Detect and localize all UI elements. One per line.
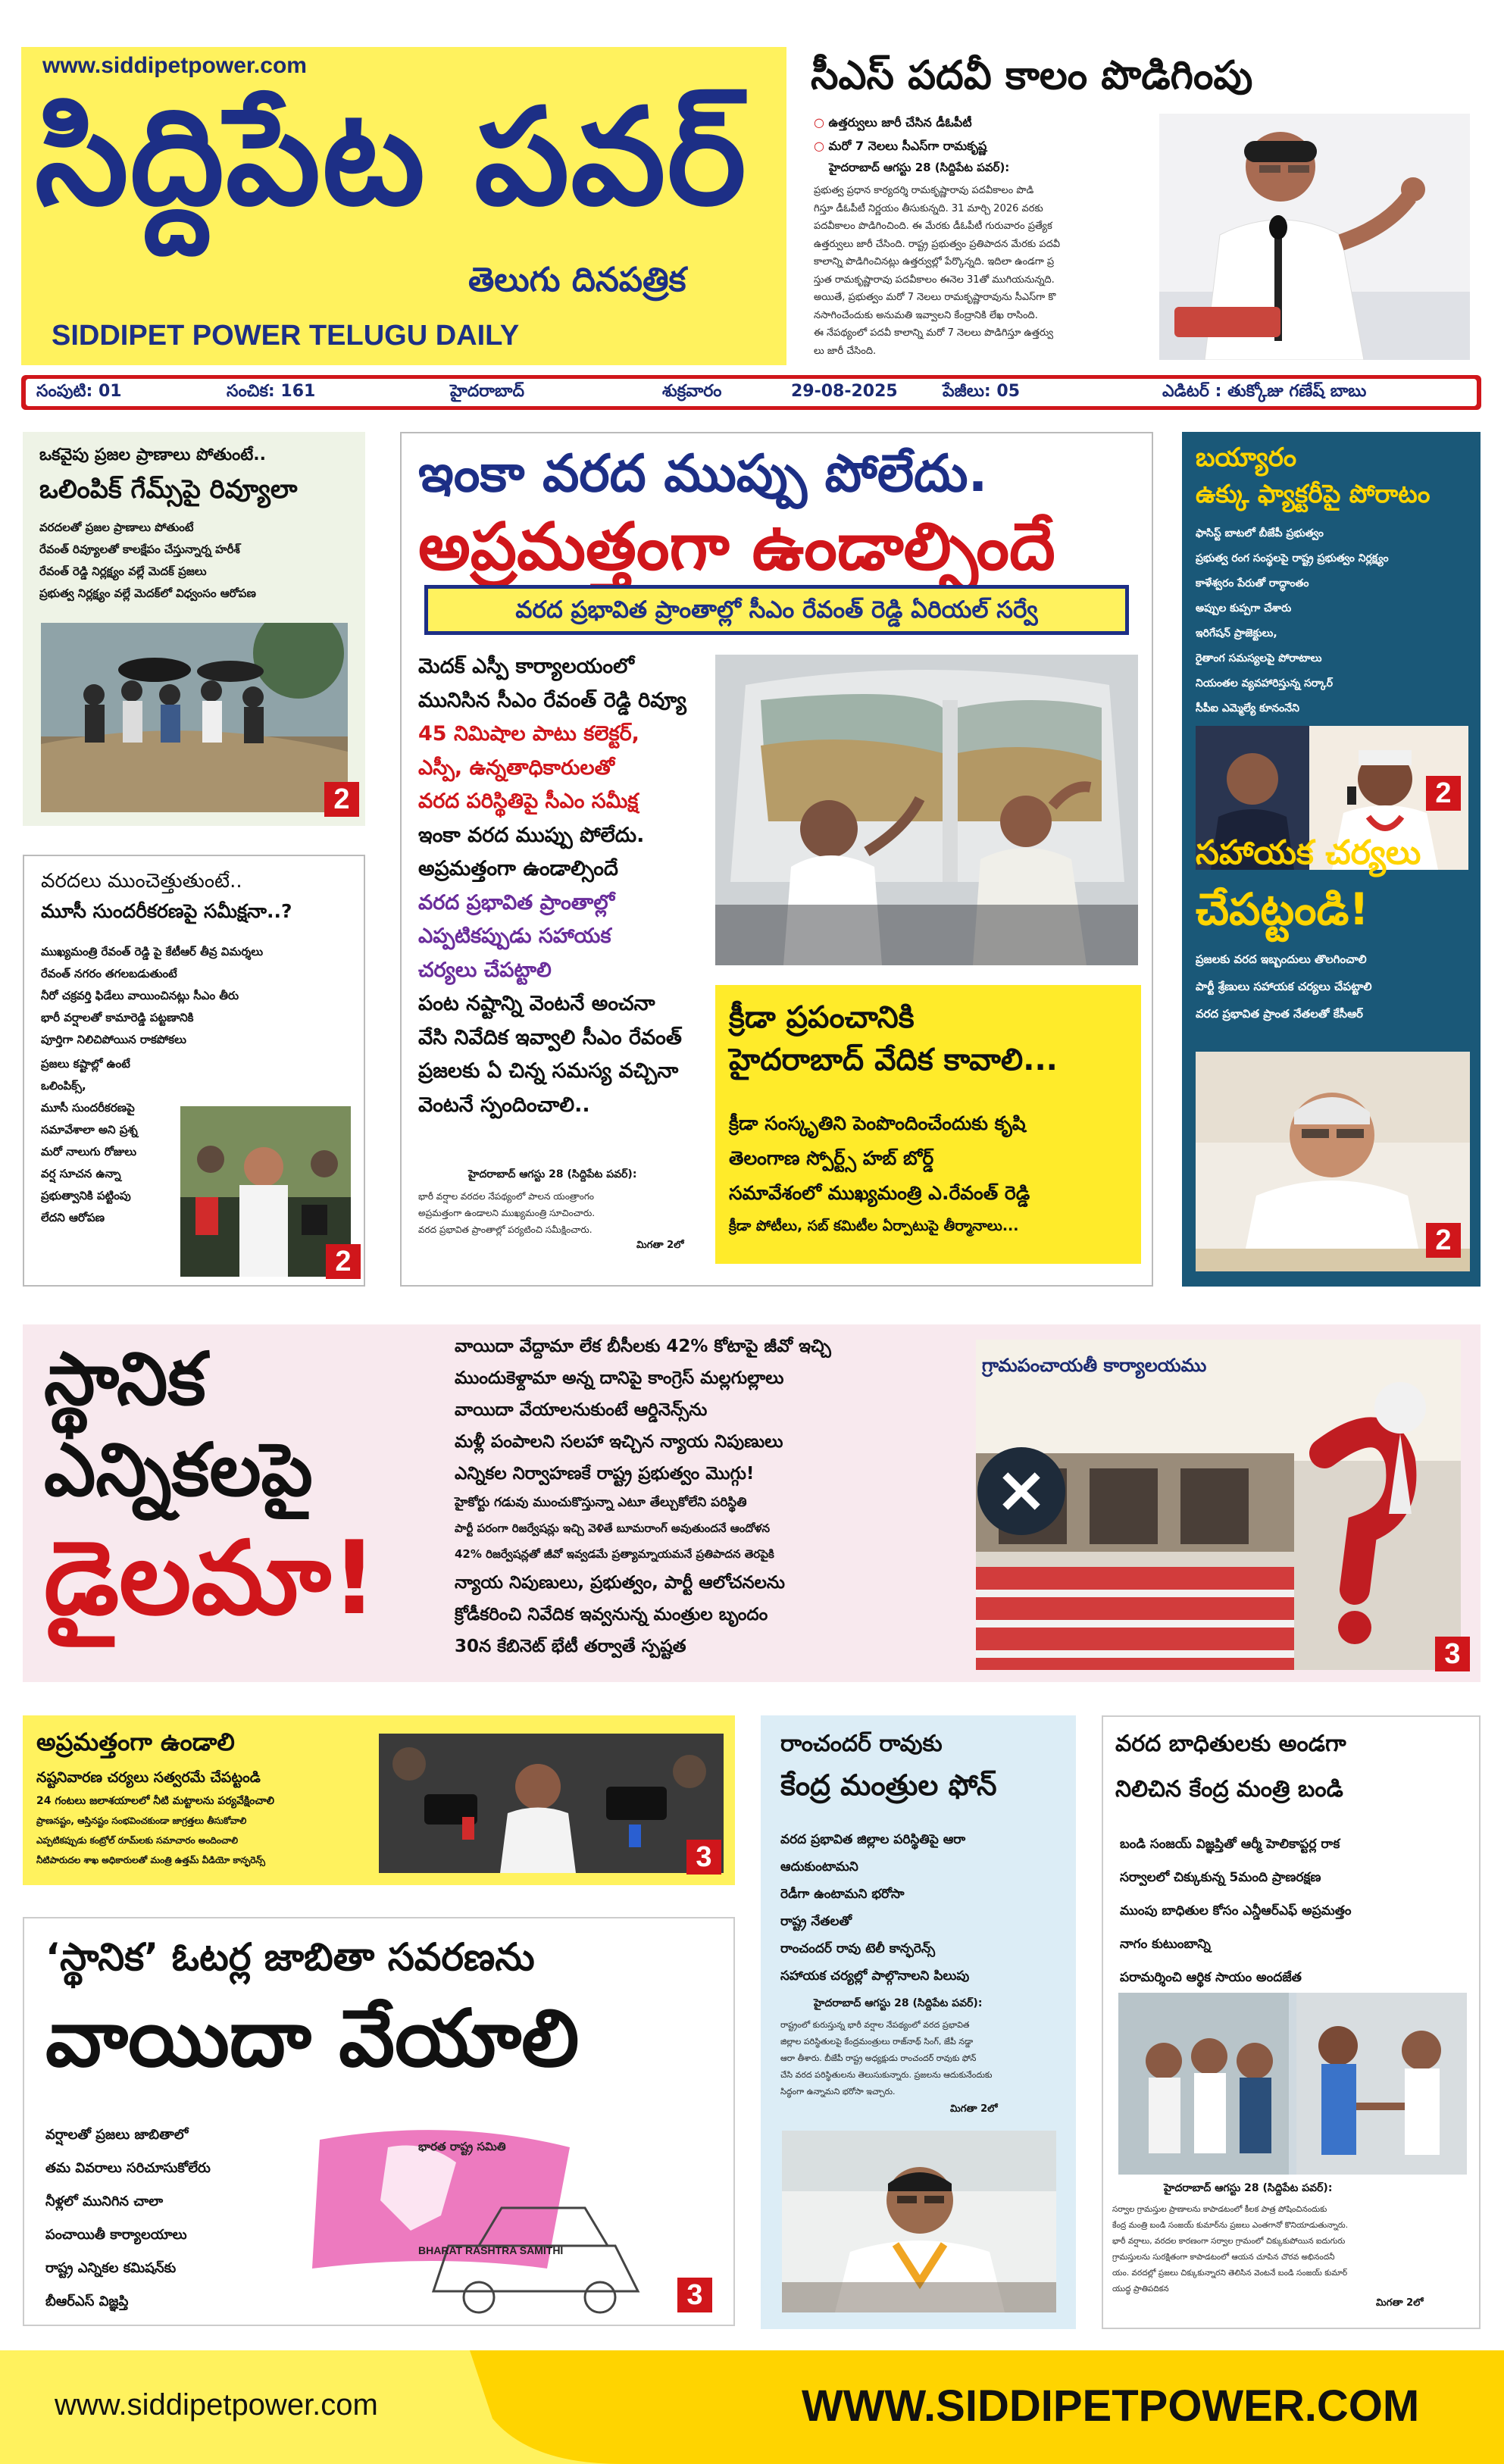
info-pages: పేజీలు: 05 <box>943 382 1021 401</box>
sports-headline-1: క్రీడా ప్రపంచానికి <box>729 1000 915 1035</box>
lead-banner <box>424 585 1129 635</box>
lead-column <box>418 650 729 1122</box>
bandi-story <box>1102 1715 1481 2329</box>
bayyaram-line: ఫాసిస్ట్ బాటలో బీజేపీ ప్రభుత్వం <box>1196 527 1324 539</box>
kcr-line: ప్రజలకు వరద ఇబ్బందులు తొలగించాలి <box>1196 952 1367 966</box>
bandi-body: సర్వాల గ్రామస్తుల ప్రాణాలను కాపాడటంలో కీలక పాత్ర పోషించినందుకు కేంద్ర మంత్రి బండి సంజయ్ కుమార్‌ను ప్రజలు ఎంతగానో కొనియాడుతున్నారు. భారీ వర్షాలు, వరదల కారణంగా సర్వాల గ్రామంలో చిక్కుకుపోయిన ఐదుగురు గ్రామస్తులను సురక్షితంగా కాపాడటంలో ఆయన చూపిన చొరవ అభినందనీ యం. వరదల్లో ప్రజలు చిక్కుకున్నారని తెలిసిన వెంటనే బండి సంజయ్ కుమార్ యుద్ధ ప్రాతిపదికన <box>1112 2205 1349 2294</box>
alert-line: నీటిపారుదల శాఖ అధికారులతో మంత్రి ఉత్తమ్ వీడియో కాన్ఫరెన్స్ <box>36 1855 266 1865</box>
lead-center <box>400 432 1153 1287</box>
voters-line: నీళ్లలో మునిగిన చాలా <box>45 2194 164 2209</box>
panchayat-signboard: గ్రామపంచాయతీ కార్యాలయము <box>982 1355 1207 1376</box>
lead-line: చర్యలు చేపట్టాలి <box>418 958 552 982</box>
musi-lines: ముఖ్యమంత్రి రేవంత్ రెడ్డి పై కేటీఆర్ తీవ్ర విమర్శలు రేవంత్ నగరం తగలబడుతుంటే నీరో చక్రవర్తి ఫిడేలు వాయించినట్లు సీఎం తీరు భారీ వర్షాలతో కామారెడ్డి పట్టణానికి పూర్తిగా నిలిచిపోయిన రాకపోకలు <box>41 945 264 1046</box>
ramchander-dateline: హైదరాబాద్ ఆగస్టు 28 (సిద్దిపేట పవర్): <box>814 1997 983 2009</box>
cs-bullet: ○ ఉత్తర్వులు జారీ చేసిన డీఓపీటీ <box>814 115 972 130</box>
cs-headline: సీఎస్ పదవీ కాలం పొడిగింపు <box>811 53 1253 98</box>
local-elections <box>23 1324 1481 1682</box>
ramchander-lines <box>780 1826 1068 1990</box>
lead-headline-2: అప్రమత్తంగా ఉండాల్సిందే <box>418 509 1055 585</box>
sports-line: తెలంగాణ స్పోర్ట్స్ హబ్ బోర్డ్ <box>729 1147 934 1169</box>
elections-line: హైకోర్టు గడువు ముంచుకొస్తున్నా ఎటూ తేల్చుకోలేని పరిస్థితి <box>455 1495 747 1510</box>
cs-photo <box>1159 114 1470 360</box>
panchayat-photo <box>976 1340 1461 1670</box>
voters-story <box>23 1917 735 2326</box>
voters-headline-1: ‘స్థానిక’ ఓటర్ల జాబితా సవరణను <box>45 1935 535 1979</box>
bandi-photo <box>1118 1993 1467 2175</box>
footer <box>0 2350 1504 2464</box>
info-day: శుక్రవారం <box>662 382 722 401</box>
musi-side-lines: ప్రజలు కష్టాల్లో ఉంటే ఒలింపిక్స్, మూసీ సుందరీకరణపై సమావేశాలా అని ప్రశ్న మరో నాలుగు రోజులు వర్ష సూచన ఉన్నా ప్రభుత్వానికి పట్టింపు లేదని ఆరోపణ <box>41 1057 138 1224</box>
musi-story <box>23 855 365 1287</box>
elections-line: 42% రిజర్వేషన్లతో జీవో ఇవ్వడమే ప్రత్యామ్నాయమనే ప్రతిపాదన తెరపైకి <box>455 1547 774 1561</box>
info-editor: ఎడిటర్ : తుక్కోజు గణేష్ బాబు <box>1162 382 1367 401</box>
voters-line: పంచాయితీ కార్యాలయాలు <box>45 2227 187 2243</box>
kcr-line: వరద ప్రభావిత ప్రాంత నేతలతో కేసీఆర్ <box>1196 1007 1363 1021</box>
bayyaram-line: కాళేశ్వరం పేరుతో రాద్ధాంతం <box>1196 577 1309 589</box>
alert-lines <box>36 1764 370 1870</box>
kcr-page-badge[interactable]: 2 <box>1426 1223 1461 1258</box>
ramchander-photo <box>782 2131 1056 2312</box>
brs-flag-image <box>297 2117 718 2315</box>
elections-line: క్రోడీకరించి నివేదిక ఇవ్వనున్న మంత్రుల బృందం <box>455 1605 768 1624</box>
bandi-line: బండి సంజయ్ విజ్ఞప్తితో ఆర్మీ హెలికాప్టర్ల రాక <box>1120 1837 1340 1852</box>
right-column <box>1182 432 1481 1287</box>
lead-body: భారీ వర్షాల వరదల నేపథ్యంలో పాలన యంత్రాంగం అప్రమత్తంగా ఉండాలని ముఖ్యమంత్రి సూచించారు. వరద ప్రభావిత ప్రాంతాల్లో పర్యటించి సమీక్షించారు. <box>418 1191 596 1235</box>
info-date: 29-08-2025 <box>791 382 898 401</box>
bandi-headline-1: వరద బాధితులకు అండగా <box>1115 1731 1346 1757</box>
bayyaram-lines <box>1196 521 1476 721</box>
elections-line: ముందుకెళ్దామా అన్న దానిపై కాంగ్రెస్ మల్లగుల్లాలు <box>455 1368 784 1388</box>
elections-line: ఎన్నికల నిర్వాహణకే రాష్ట్ర ప్రభుత్వం మొగ్గు! <box>455 1464 755 1484</box>
bandi-line: సర్వాలలో చిక్కుకున్న 5మంది ప్రాణరక్షణ <box>1120 1870 1321 1885</box>
elections-line: మళ్లీ పంపాలని సలహా ఇచ్చిన న్యాయ నిపుణులు <box>455 1432 783 1452</box>
elections-lines <box>455 1330 1000 1662</box>
cs-story <box>803 47 1481 365</box>
lead-line: 45 నిమిషాల పాటు కలెక్టర్, <box>418 722 639 746</box>
voters-lines <box>45 2118 295 2319</box>
olympic-headline: ఒలింపిక్ గేమ్స్‌పై రివ్యూలా <box>39 474 298 505</box>
lead-line: పంట నష్టాన్ని వెంటనే అంచనా <box>418 992 655 1015</box>
bayyaram-line: ఇరిగేషన్ ప్రాజెక్టులు, <box>1196 627 1277 639</box>
bayyaram-line: రైతాంగ సమస్యలపై పోరాటాలు <box>1196 652 1322 664</box>
sports-line: క్రీడా పోటీలు, సబ్ కమిటీల ఏర్పాటుపై తీర్మానాలు... <box>729 1218 1019 1234</box>
elections-headline-3: డైలమా! <box>44 1519 378 1637</box>
alert-photo <box>379 1734 724 1873</box>
brs-flag-text-2: BHARAT RASHTRA SAMITHI <box>418 2244 564 2256</box>
ramchander-story <box>761 1715 1076 2329</box>
alert-line: ఎప్పటికప్పుడు కంట్రోల్ రూమ్‌లకు సమాచారం అందించాలి <box>36 1835 239 1846</box>
elections-headline-1: స్థానిక <box>44 1337 206 1421</box>
bayyaram-line: ప్రభుత్వ రంగ సంస్థలపై రాష్ట్ర ప్రభుత్వం నిర్లక్ష్యం <box>1196 552 1389 564</box>
sports-line: క్రీడా సంస్కృతిని పెంపొందించేందుకు కృషి <box>729 1112 1026 1134</box>
info-bar <box>21 375 1481 410</box>
bayyaram-kicker: బయ్యారం <box>1196 442 1297 473</box>
sports-line: సమావేశంలో ముఖ్యమంత్రి ఎ.రేవంత్ రెడ్డి <box>729 1182 1030 1204</box>
elections-line: వాయిదా వేయాలనుకుంటే ఆర్డినెన్స్‌ను <box>455 1400 708 1420</box>
olympic-photo <box>41 623 348 812</box>
olympic-lines: వరదలతో ప్రజల ప్రాణాలు పోతుంటే రేవంత్ రివ్యూలతో కాలక్షేపం చేస్తున్నార్న హరీశ్ రేవంత్ రెడ్డి నిర్లక్ష్యం వల్లే మెదక్ ప్రజలు ప్రభుత్వ నిర్లక్ష్యం వల్లే మెదక్‌లో విధ్వంసం ఆరోపణ <box>39 521 256 600</box>
musi-page-badge[interactable]: 2 <box>326 1244 361 1279</box>
bandi-headline-2: నిలిచిన కేంద్ర మంత్రి బండి <box>1115 1776 1343 1803</box>
bandi-lines <box>1120 1828 1476 1994</box>
alert-page-badge[interactable]: 3 <box>686 1840 721 1875</box>
ramchander-line: ఆదుకుంటామని <box>780 1859 858 1875</box>
cs-body: ప్రభుత్వ ప్రధాన కార్యదర్శి రామకృష్ణారావు పదవీకాలం పొడి గిస్తూ డీఓపీటీ నిర్ణయం తీసుకున్నది. 31 మార్చి 2026 వరకు పదవీకాలం పొడిగించింది. ఈ మేరకు డీఓపీటీ గురువారం ప్రత్యేక ఉత్తర్వులు జారీ చేసింది. రాష్ట్ర ప్రభుత్వం ప్రతిపాదన మేరకు పదవీ కాలాన్ని పొడిగించినట్లు ఉత్తర్వుల్లో పేర్కొన్నది. ఇదిలా ఉండగా ప్ర స్తుత రామకృష్ణారావు పదవీకాలం ఈనెల 31తో ముగియనున్నది. అయితే, ప్రభుత్వం మరో 7 నెలలు రామకృష్ణారావును సీఎస్‌గా కొ నసాగించేందుకు అనుమతి ఇవ్వాలని కేంద్రానికి లేఖ రాసింది. ఈ నేపథ్యంలో పదవీ కాలాన్ని మరో 7 నెలలు పొడిగిస్తూ ఉత్తర్వు లు జారీ చేసింది. <box>814 185 1060 357</box>
kcr-headline-2: చేపట్టండి! <box>1196 883 1369 935</box>
masthead-url[interactable]: www.siddipetpower.com <box>42 53 307 78</box>
ramchander-line: రాష్ట్ర నేతలతో <box>780 1914 852 1929</box>
kcr-line: పార్టీ శ్రేణులు సహాయక చర్యలు చేపట్టాలి <box>1196 980 1372 993</box>
lead-line: ఇంకా వరద ముప్పు పోలేదు. <box>418 823 645 847</box>
info-city: హైదరాబాద్ <box>450 382 524 401</box>
masthead-title: సిద్దిపేట పవర్ <box>35 80 748 235</box>
info-issue: సంచిక: 161 <box>227 382 316 401</box>
lead-dateline: హైదరాబాద్ ఆగస్టు 28 (సిద్దిపేట పవర్): <box>468 1168 637 1180</box>
bayyaram-line: అప్పుల కుప్పగా చేశారు <box>1196 602 1292 614</box>
lead-line: వరద పరిస్థితిపై సీఎం సమీక్ష <box>418 790 639 813</box>
bayyaram-line: నియంతల వ్యవహారిస్తున్న సర్కార్ <box>1196 677 1333 689</box>
olympic-kicker: ఒకవైపు ప్రజల ప్రాణాలు పోతుంటే.. <box>39 446 266 464</box>
ramchander-more[interactable]: మిగతా 2లో <box>950 2103 998 2115</box>
lead-line: వరద ప్రభావిత ప్రాంతాల్లో <box>418 890 615 915</box>
ramchander-body: రాష్ట్రంలో కురుస్తున్న భారీ వర్షాల నేపథ్యంలో వరద ప్రభావిత జిల్లాల పరిస్థితులపై కేంద్రమంత్రులు రాజ్‌నాథ్ సింగ్, జేపీ నడ్డా ఆరా తీశారు. బీజేపీ రాష్ట్ర అధ్యక్షుడు రాంచందర్ రావుకు ఫోన్ చేసి వరద పరిస్థితులను తెలుసుకున్నారు. ప్రజలను ఆదుకునేందుకు సిద్ధంగా ఉన్నామని భరోసా ఇచ్చారు. <box>780 2020 993 2097</box>
voters-line: తమ వివరాలు సరిచూసుకోలేరు <box>45 2160 211 2176</box>
bayyaram-page-badge[interactable]: 2 <box>1426 776 1461 811</box>
bayyaram-line: సీపీఐ ఎమ్మెల్యే కూనంనేని <box>1196 702 1299 714</box>
alert-line: నష్టనివారణ చర్యలు సత్వరమే చేపట్టండి <box>36 1769 261 1786</box>
ramchander-line: వరద ప్రభావిత జిల్లాల పరిస్థితిపై ఆరా <box>780 1832 966 1847</box>
sports-story <box>715 985 1141 1264</box>
ramchander-line: సహాయక చర్యల్లో పాల్గొనాలని పిలుపు <box>780 1968 970 1984</box>
alert-line: 24 గంటలు జలాశయాలలో నీటి మట్టాలను పర్యవేక్షించాలి <box>36 1795 275 1807</box>
elections-page-badge[interactable]: 3 <box>1435 1637 1470 1671</box>
lead-line: మెదక్ ఎస్పీ కార్యాలయంలో <box>418 655 634 678</box>
cs-bullet: ○ మరో 7 నెలలు సీఎస్‌గా రామకృష్ణ <box>814 139 987 153</box>
cs-dateline: హైదరాబాద్ ఆగస్టు 28 (సిద్దిపేట పవర్): <box>829 161 1010 174</box>
masthead <box>21 47 786 365</box>
olympic-story <box>23 432 365 826</box>
ramchander-line: రాంచందర్ రావు టెలీ కాన్ఫరెన్స్ <box>780 1941 935 1956</box>
lead-line: వెంటనే స్పందించాలి.. <box>418 1093 590 1117</box>
elections-line: పార్టీ పరంగా రిజర్వేషన్లు ఇచ్చి వెళితే బూమరాంగ్ అవుతుందనే ఆందోళన <box>455 1521 770 1535</box>
bandi-more[interactable]: మిగతా 2లో <box>1376 2297 1424 2309</box>
footer-left-url[interactable]: www.siddipetpower.com <box>55 2388 378 2422</box>
footer-right-url[interactable]: WWW.SIDDIPETPOWER.COM <box>802 2381 1420 2431</box>
masthead-subtitle: తెలుగు దినపత్రిక <box>468 261 686 299</box>
sports-headline-2: హైదరాబాద్ వేదిక కావాలి... <box>729 1043 1058 1077</box>
bandi-line: పరామర్శించి ఆర్థిక సాయం అందజేత <box>1120 1970 1302 1985</box>
helicopter-photo <box>715 655 1138 965</box>
ramchander-line: రెడీగా ఉంటామని భరోసా <box>780 1887 905 1902</box>
ramchander-headline-1: రాంచందర్ రావుకు <box>780 1731 943 1757</box>
lead-banner-text: వరద ప్రభావిత ప్రాంతాల్లో సీఎం రేవంత్ రెడ్డి ఏరియల్ సర్వే <box>428 589 1125 631</box>
lead-line: ఎస్పీ, ఉన్నతాధికారులతో <box>418 755 614 780</box>
lead-line: మునిసిన సీఎం రేవంత్ రెడ్డి రివ్యూ <box>418 688 686 712</box>
info-volume: సంపుటి: 01 <box>36 382 122 401</box>
olympic-page-badge[interactable]: 2 <box>324 782 359 817</box>
voters-line: వర్షాలతో ప్రజలు జాబితాలో <box>45 2127 189 2143</box>
masthead-english: SIDDIPET POWER TELUGU DAILY <box>52 320 520 352</box>
sports-lines <box>729 1106 1138 1241</box>
alert-line: ప్రాణనష్టం, ఆస్తినష్టం సంభవించకుండా జాగ్రత్తలు తీసుకోవాలి <box>36 1815 247 1826</box>
bandi-line: నాగం కుటుంబాన్ని <box>1120 1937 1211 1952</box>
elections-headline-2: ఎన్నికలపై <box>44 1427 313 1512</box>
elections-line: న్యాయ నిపుణులు, ప్రభుత్వం, పార్టీ ఆలోచనలను <box>455 1573 786 1593</box>
elections-line: వాయిదా వేద్దామా లేక బీసీలకు 42% కోటాపై జీవో ఇచ్చి <box>455 1337 831 1356</box>
kcr-lines <box>1196 946 1476 1027</box>
voters-page-badge[interactable]: 3 <box>677 2278 712 2312</box>
lead-line: ప్రజలకు ఏ చిన్న సమస్య వచ్చినా <box>418 1059 679 1083</box>
lead-line: వేసి నివేదిక ఇవ్వాలి సీఎం రేవంత్ <box>418 1025 682 1049</box>
lead-line: ఎప్పటికప్పుడు సహాయక <box>418 924 611 948</box>
ramchander-headline-2: కేంద్ర మంత్రుల ఫోన్ <box>780 1768 997 1802</box>
lead-headline-1: ఇంకా వరద ముప్పు పోలేదు. <box>418 444 988 504</box>
bandi-line: ముంపు బాధితుల కోసం ఎన్డీఆర్ఎఫ్ అప్రమత్తం <box>1120 1903 1352 1918</box>
elections-line: 30న కేబినెట్ భేటీ తర్వాతే స్పష్టత <box>455 1637 686 1656</box>
voters-line: రాష్ట్ర ఎన్నికల కమిషన్‌కు <box>45 2260 177 2276</box>
musi-kicker: వరదలు ముంచెత్తుతుంటే.. <box>41 870 242 893</box>
alert-story <box>23 1715 735 1885</box>
bandi-dateline: హైదరాబాద్ ఆగస్టు 28 (సిద్దిపేట పవర్): <box>1164 2182 1333 2194</box>
bayyaram-headline: ఉక్కు ఫ్యాక్టరీపై పోరాటం <box>1196 479 1431 508</box>
voters-line: బీఆర్ఎస్ విజ్ఞప్తి <box>45 2294 129 2309</box>
brs-flag-text-1: భారత రాష్ట్ర సమితి <box>418 2140 506 2153</box>
lead-more[interactable]: మిగతా 2లో <box>636 1240 684 1251</box>
lead-line: అప్రమత్తంగా ఉండాల్సిందే <box>418 857 618 880</box>
alert-headline: అప్రమత్తంగా ఉండాలి <box>36 1728 235 1756</box>
kcr-headline-1: సహాయక చర్యలు <box>1196 833 1421 872</box>
voters-headline-2: వాయిదా వేయాలి <box>45 1992 580 2084</box>
musi-headline: మూసీ సుందరీకరణపై సమీక్షనా..? <box>41 900 292 922</box>
